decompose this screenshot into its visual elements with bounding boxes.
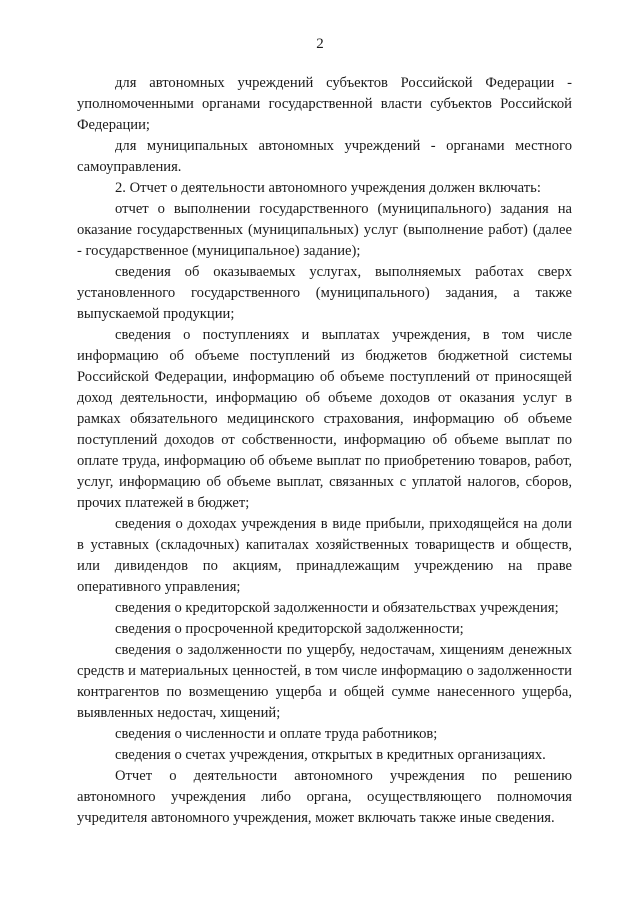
paragraph-assignment-report: отчет о выполнении государственного (муниципального) задания на оказание государственных (муниципальных) услуг (выполнение работ) (далее - государственное (муниципальное) задание);: [77, 201, 572, 259]
paragraph-municipal-bodies: для муниципальных автономных учреждений - органами местного самоуправления.: [77, 138, 572, 175]
paragraph-overdue-debt: сведения о просроченной кредиторской задолженности;: [115, 621, 464, 637]
paragraph-staff-pay: сведения о численности и оплате труда работников;: [115, 726, 438, 742]
document-body: [77, 73, 572, 829]
paragraph-additional-info: Отчет о деятельности автономного учреждения по решению автономного учреждения либо органа, осуществляющего полномочия учредителя автономного учреждения, может включать также иные сведения.: [77, 768, 572, 826]
page-number: 2: [316, 36, 324, 52]
paragraph-regional-bodies: для автономных учреждений субъектов Российской Федерации - уполномоченными органами государственной власти субъектов Российской Федерации;: [77, 75, 572, 133]
paragraph-creditor-debt: сведения о кредиторской задолженности и обязательствах учреждения;: [115, 600, 559, 616]
paragraph-income-profit: сведения о доходах учреждения в виде прибыли, приходящейся на доли в уставных (складочных) капиталах хозяйственных товариществ и обществ, или дивидендов по акциям, принадлежащим учреждению на праве оперативного управления;: [77, 516, 572, 595]
paragraph-report-contents: 2. Отчет о деятельности автономного учреждения должен включать:: [115, 180, 541, 196]
paragraph-damage-debt: сведения о задолженности по ущербу, недостачам, хищениям денежных средств и материальных ценностей, в том числе информацию о задолженности контрагентов по возмещению ущерба и общей сумме нанесенного ущерба, выявленных недостач, хищений;: [77, 642, 572, 721]
paragraph-receipts-payments: сведения о поступлениях и выплатах учреждения, в том числе информацию об объеме поступлений из бюджетов бюджетной системы Российской Федерации, информацию об объеме поступлений от приносящей доход деятельности, информацию об объеме доходов от оказания услуг в рамках обязательного медицинского страхования, информацию об объеме поступлений доходов от собственности, информацию об объеме выплат по оплате труда, информацию об объеме выплат по приобретению товаров, работ, услуг, информацию об объеме выплат, связанных с уплатой налогов, сборов, прочих платежей в бюджет;: [77, 327, 572, 511]
paragraph-bank-accounts: сведения о счетах учреждения, открытых в кредитных организациях.: [115, 747, 546, 763]
paragraph-services-info: сведения об оказываемых услугах, выполняемых работах сверх установленного государственного (муниципального) задания, а также выпускаемой продукции;: [77, 264, 572, 322]
